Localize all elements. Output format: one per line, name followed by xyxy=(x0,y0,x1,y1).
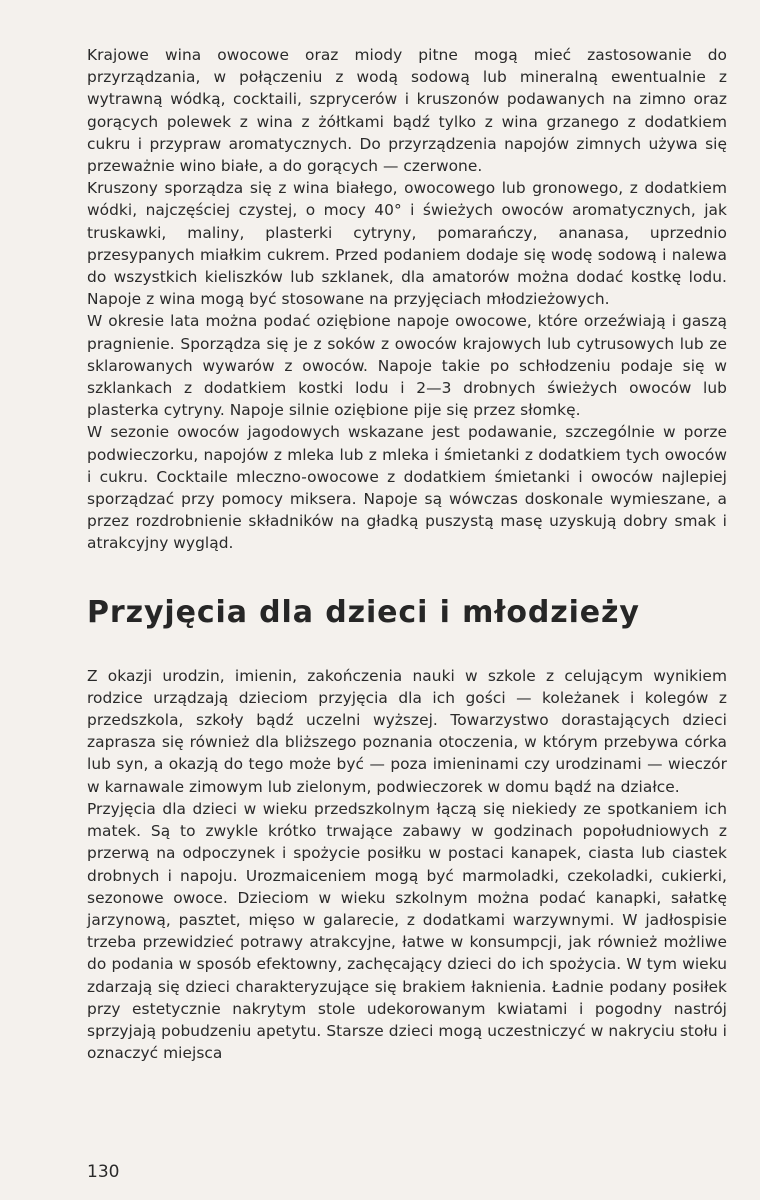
paragraph: Z okazji urodzin, imienin, zakończenia nauki w szkole z celującym wynikiem rodzice urządzają dzieciom przyjęcia dla ich gości — koleżanek i kolegów z przedszkola, szkoły bądź uczelni wyższej. Towarzystwo dorastających dzieci zaprasza się również dla bliższego poznania otoczenia, w którym przebywa córka lub syn, a okazją do tego może być — poza imieninami czy urodzinami — wieczór w karnawale zimowym lub zielonym, podwieczorek w domu bądź na działce. xyxy=(87,666,727,796)
paragraph: W okresie lata można podać oziębione napoje owocowe, które orzeźwiają i gaszą pragnienie. Sporządza się je z soków z owoców krajowych lub cytrusowych lub ze sklarowanych wywarów z owoców. Napoje takie po schłodzeniu podaje się w szklankach z dodatkiem kostki lodu i 2—3 drobnych świeżych owoców lub plasterka cytryny. Napoje silnie oziębione pije się przez słomkę. xyxy=(87,312,727,420)
paragraph: Kruszony sporządza się z wina białego, owocowego lub gronowego, z dodatkiem wódki, najczęściej czystej, o mocy 40° i świeżych owoców aromatycznych, jak truskawki, maliny, plasterki cytryny, pomarańczy, ananasa, uprzednio przesypanych miałkim cukrem. Przed podaniem dodaje się wodę sodową i nalewa do wszystkich kieliszków lub szklanek, dla amatorów można dodać kostkę lodu. Napoje z wina mogą być stosowane na przyjęciach młodzieżowych. xyxy=(87,179,727,309)
paragraph: W sezonie owoców jagodowych wskazane jest podawanie, szczególnie w porze podwieczorku, napojów z mleka lub z mleka i śmietanki z dodatkiem tych owoców i cukru. Cocktaile mleczno-owocowe z dodatkiem śmietanki i owoców najlepiej sporządzać przy pomocy miksera. Napoje są wówczas doskonale wymieszane, a przez rozdrobnienie składników na gładką puszystą masę uzyskują dobry smak i atrakcyjny wygląd. xyxy=(87,423,727,553)
page-number: 130 xyxy=(87,1162,120,1182)
paragraph: Krajowe wina owocowe oraz miody pitne mogą mieć zastosowanie do przyrządzania, w połączeniu z wodą sodową lub mineralną ewentualnie z wytrawną wódką, cocktaili, szprycerów i kruszonów podawanych na zimno oraz gorących polewek z wina z żółtkami bądź tylko z wina grzanego z dodatkiem cukru i przypraw aromatycznych. Do przyrządzenia napojów zimnych używa się przeważnie wino białe, a do gorących — czerwone. xyxy=(87,46,727,176)
section-fruit-wine-drinks xyxy=(87,44,727,555)
section-children-parties xyxy=(87,665,727,1065)
paragraph: Przyjęcia dla dzieci w wieku przedszkolnym łączą się niekiedy ze spotkaniem ich matek. Są to zwykle krótko trwające zabawy w godzinach popołudniowych z przerwą na odpoczynek i spożycie posiłku w postaci kanapek, ciasta lub ciastek drobnych i napoju. Urozmaiceniem mogą być marmoladki, czekoladki, cukierki, sezonowe owoce. Dzieciom w wieku szkolnym można podać kanapki, sałatkę jarzynową, pasztet, mięso w galarecie, z dodatkami warzywnymi. W jadłospisie trzeba przewidzieć potrawy atrakcyjne, łatwe w konsumpcji, jak również możliwe do podania w sposób efektowny, zachęcający dzieci do ich spożycia. W tym wieku zdarzają się dzieci charakteryzujące się brakiem łaknienia. Ładnie podany posiłek przy estetycznie nakrytym stole udekorowanym kwiatami i pogodny nastrój sprzyjają pobudzeniu apetytu. Starsze dzieci mogą uczestniczyć w nakryciu stołu i oznaczyć miejsca xyxy=(87,799,727,1063)
section-heading: Przyjęcia dla dzieci i młodzieży xyxy=(87,594,640,630)
page-content xyxy=(87,44,727,1064)
